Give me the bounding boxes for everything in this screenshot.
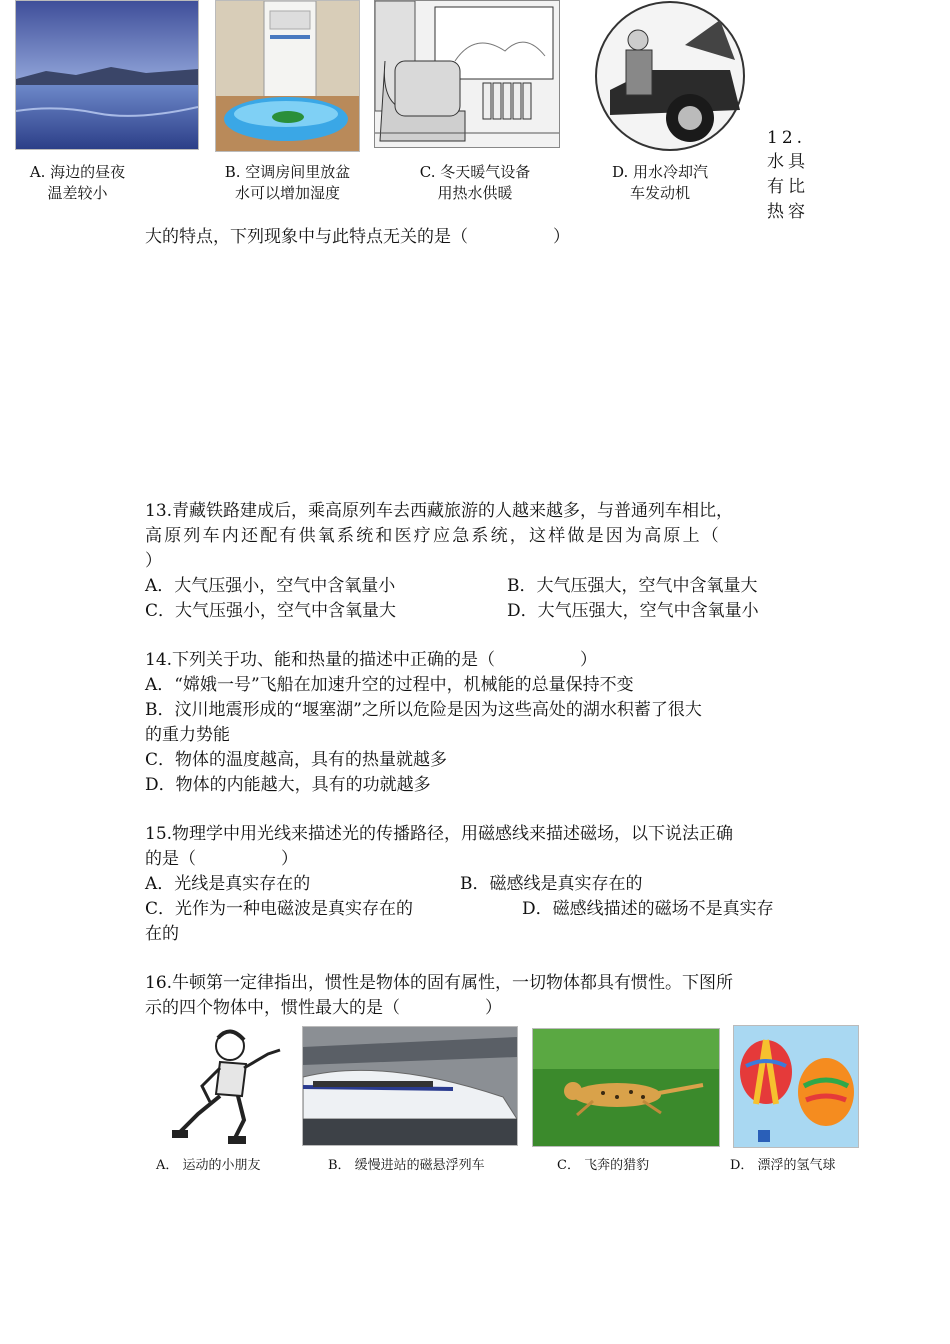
air-conditioner-photo	[215, 0, 360, 152]
q15-stem-line2: 的是（ ）	[145, 849, 298, 869]
cheetah-photo	[532, 1028, 720, 1147]
q14-block	[145, 648, 810, 798]
cheetah-illustration	[533, 1029, 719, 1146]
q16-stem-line1: 16.牛顿第一定律指出，惯性是物体的固有属性，一切物体都具有惯性。下图所	[145, 973, 734, 993]
q14-option-c: C．物体的温度越高，具有的热量就越多	[145, 750, 448, 770]
q16-caption-b: B． 缓慢进站的磁悬浮列车	[328, 1158, 485, 1173]
q15-option-b: B．磁感线是真实存在的	[460, 874, 643, 894]
q15-option-a: A．光线是真实存在的	[145, 874, 311, 894]
q13-block	[145, 499, 810, 574]
q13-stem-line1: 13.青藏铁路建成后，乘高原列车去西藏旅游的人越来越多，与普通列车相比，	[145, 501, 734, 521]
q14-stem: 14.下列关于功、能和热量的描述中正确的是（ ）	[145, 650, 598, 670]
car-cooling-drawing	[590, 0, 750, 152]
q13-stem-line3: ）	[145, 551, 162, 571]
q15-stem-line1: 15.物理学中用光线来描述光的传播路径，用磁感线来描述磁场，以下说法正确	[145, 824, 734, 844]
q12-caption-a: A. 海边的昼夜 温差较小	[29, 163, 126, 202]
q13-stem-line2: 高原列车内还配有供氧系统和医疗应急系统，这样做是因为高原上（	[145, 526, 721, 546]
seaside-illustration	[16, 1, 198, 149]
q16-caption-d: D． 漂浮的氢气球	[730, 1158, 836, 1173]
car-mechanic-illustration	[590, 0, 750, 152]
q13-option-d: D．大气压强大，空气中含氧量小	[507, 601, 759, 621]
seaside-photo	[15, 0, 199, 150]
hydrogen-balloon-photo	[733, 1025, 859, 1148]
q14-option-b-line1: B．汶川地震形成的“堰塞湖”之所以危险是因为这些高处的湖水积蓄了很大	[145, 700, 702, 720]
q16-block	[145, 971, 810, 1021]
q12-caption-c: C. 冬天暖气设备 用热水供暖	[419, 163, 531, 202]
q14-option-d: D．物体的内能越大，具有的功就越多	[145, 775, 431, 795]
q14-option-b-line2: 的重力势能	[145, 725, 230, 745]
q13-option-b: B．大气压强大，空气中含氧量大	[507, 576, 758, 596]
running-child-illustration	[158, 1024, 288, 1148]
q15-option-d-continued: 在的	[145, 924, 179, 944]
radiator-illustration	[375, 1, 559, 147]
running-child-drawing	[158, 1024, 288, 1148]
q16-caption-a: A． 运动的小朋友	[156, 1158, 261, 1173]
air-conditioner-illustration	[216, 1, 359, 151]
q13-option-a: A．大气压强小，空气中含氧量小	[145, 576, 396, 596]
q15-option-d: D．磁感线描述的磁场不是真实存	[522, 899, 774, 919]
q12-vertical-line: 热容	[767, 202, 809, 222]
q12-vertical-line: 水具	[767, 152, 809, 172]
maglev-train-photo	[302, 1026, 518, 1146]
q16-stem-line2: 示的四个物体中，惯性最大的是（ ）	[145, 998, 502, 1018]
radiator-drawing	[374, 0, 560, 148]
q12-number: 12.	[767, 128, 807, 148]
maglev-train-illustration	[303, 1027, 517, 1145]
q12-vertical-line: 有比	[767, 177, 809, 197]
q12-stem: 大的特点，下列现象中与此特点无关的是（ ）	[145, 227, 570, 247]
hydrogen-balloon-illustration	[734, 1026, 858, 1147]
q16-caption-c: C． 飞奔的猎豹	[557, 1158, 650, 1173]
q13-option-c: C．大气压强小，空气中含氧量大	[145, 601, 397, 621]
q12-caption-d: D. 用水冷却汽 车发动机	[611, 163, 709, 202]
q12-caption-b: B. 空调房间里放盆 水可以增加湿度	[224, 163, 351, 202]
q15-option-c: C．光作为一种电磁波是真实存在的	[145, 899, 414, 919]
q15-block	[145, 822, 810, 872]
q14-option-a: A．“嫦娥一号”飞船在加速升空的过程中，机械能的总量保持不变	[145, 675, 634, 695]
